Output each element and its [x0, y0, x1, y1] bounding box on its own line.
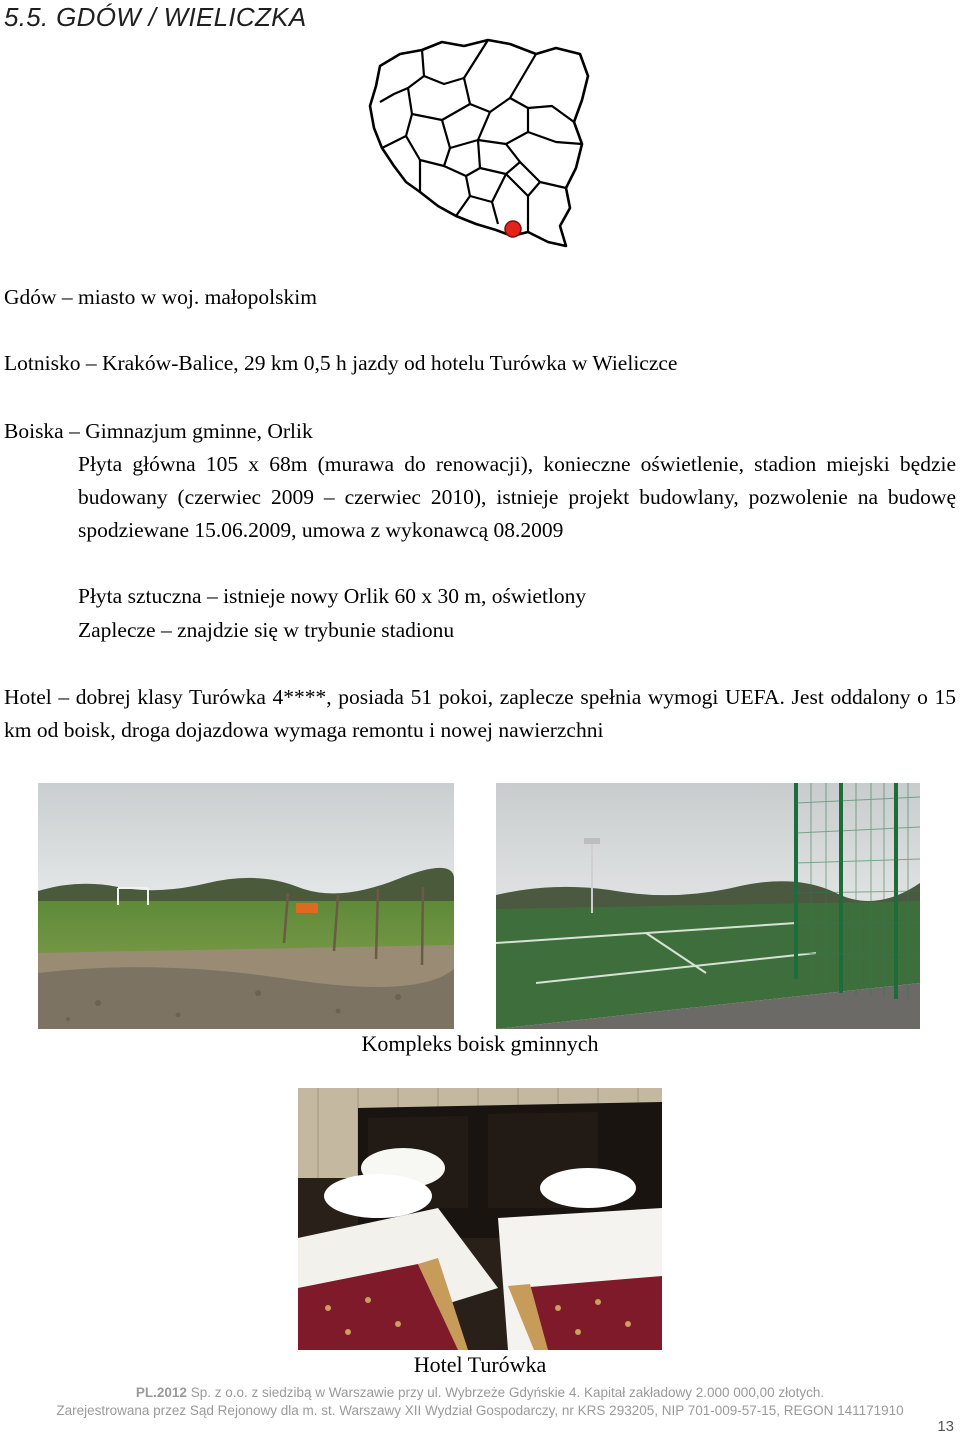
hotel-caption: Hotel Turówka: [413, 1352, 547, 1377]
section-heading: 5.5. GDÓW / WIELICZKA: [4, 2, 307, 32]
pitches-caption: Kompleks boisk gminnych: [361, 1031, 599, 1056]
poland-map: [360, 36, 592, 256]
company-footer: [4, 1384, 956, 1420]
location-marker-icon: [505, 221, 521, 237]
footer-line-1: Sp. z o.o. z siedzibą w Warszawie przy ul. Wybrzeże Gdyńskie 4. Kapitał zakładowy 2.000 000,00 złotych.: [190, 1385, 825, 1400]
facilities-text: Zaplecze – znajdzie się w trybunie stadionu: [78, 618, 455, 642]
footer-brand: PL.2012: [135, 1385, 187, 1400]
hotel-room-photo: [298, 1088, 662, 1350]
page-number: 13: [937, 1418, 954, 1435]
main-pitch-text: Płyta główna 105 x 68m (murawa do renowacji), konieczne oświetlenie, stadion miejski będzie budowany (czerwiec 2009 – czerwiec 2010), istnieje projekt budowlany, pozwolenie na budowę spodziewane 15.06.2009, umowa z wykonawcą 08.2009: [78, 452, 956, 542]
pitches-title: Boiska – Gimnazjum gminne, Orlik: [4, 419, 313, 443]
artificial-pitch-text: Płyta sztuczna – istnieje nowy Orlik 60 x 30 m, oświetlony: [78, 584, 587, 608]
footer-line-2: Zarejestrowana przez Sąd Rejonowy dla m. st. Warszawy XII Wydział Gospodarczy, nr KRS 293205, NIP 701-009-57-15, REGON 141171910: [56, 1403, 904, 1418]
grass-pitch-photo: [38, 783, 454, 1029]
intro-text: Gdów – miasto w woj. małopolskim: [4, 285, 317, 309]
orlik-pitch-photo: [496, 783, 920, 1029]
airport-text: Lotnisko – Kraków-Balice, 29 km 0,5 h jazdy od hotelu Turówka w Wieliczce: [4, 351, 678, 375]
hotel-text: Hotel – dobrej klasy Turówka 4****, posiada 51 pokoi, zaplecze spełnia wymogi UEFA. Jest oddalony o 15 km od boisk, droga dojazdowa wymaga remontu i nowej nawierzchni: [4, 685, 956, 742]
